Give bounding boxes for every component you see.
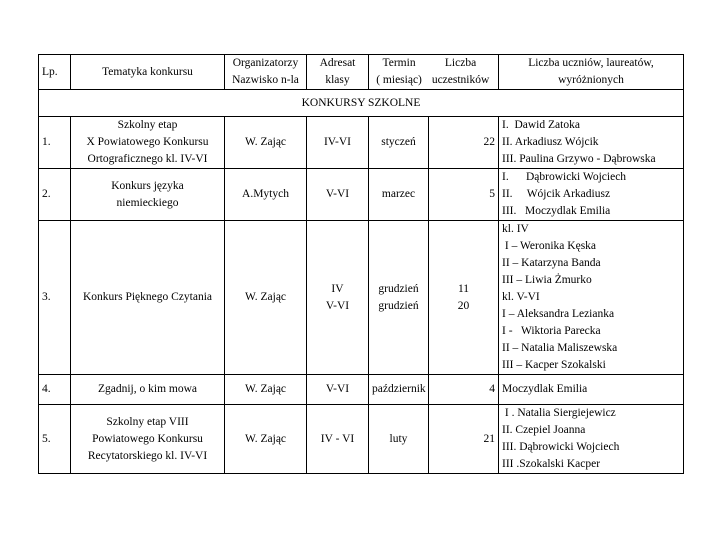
row-audience-line: V-VI — [325, 188, 350, 200]
row-count — [429, 169, 499, 221]
row-count — [429, 405, 499, 474]
row-winners — [499, 405, 684, 474]
header-date-count: Termin ( miesiąc) Liczba uczestników — [369, 55, 499, 90]
row-topic-line: Powiatowego Konkursu — [92, 432, 203, 445]
row-winners — [499, 221, 684, 375]
competitions-table — [38, 54, 684, 474]
row-date-line: grudzień — [378, 299, 419, 312]
row-winners-line: III. Dąbrowicki Wojciech — [502, 441, 620, 453]
row-topic-line: Szkolny etap — [117, 119, 178, 131]
row-topic-line: niemieckiego — [116, 196, 179, 209]
row-winners-line: III – Liwia Żmurko — [502, 274, 592, 286]
header-organizer: Organizatorzy Nazwisko n-la — [225, 55, 307, 90]
section-title: KONKURSY SZKOLNE — [39, 90, 684, 117]
row-winners — [499, 375, 684, 405]
section-row — [39, 90, 684, 117]
row-count-line: 21 — [483, 432, 495, 445]
row-count-line: 11 — [457, 282, 470, 295]
row-winners-line: I - Wiktoria Parecka — [502, 325, 601, 337]
row-number: 3. — [39, 221, 71, 375]
header-winners: Liczba uczniów, laureatów, wyróżnionych — [499, 55, 684, 90]
row-date — [369, 169, 429, 221]
row-audience-line: IV-VI — [323, 136, 352, 148]
row-date — [369, 405, 429, 474]
row-number: 4. — [39, 375, 71, 405]
row-winners-line: II – Katarzyna Banda — [502, 257, 601, 269]
row-audience — [307, 169, 369, 221]
row-audience-line: IV - VI — [320, 432, 355, 445]
row-winners-line: II – Natalia Maliszewska — [502, 342, 618, 354]
row-date-line: październik — [372, 383, 426, 395]
row-topic — [71, 405, 225, 474]
row-audience-line: V-VI — [325, 383, 350, 395]
row-winners-line: I. Dawid Zatoka — [502, 119, 580, 131]
row-number: 2. — [39, 169, 71, 221]
row-winners-line: I. Dąbrowicki Wojciech — [502, 171, 627, 183]
row-winners-line: II. Wójcik Arkadiusz — [502, 188, 611, 200]
row-date — [369, 117, 429, 169]
row-count — [429, 221, 499, 375]
row-winners-line: II. Arkadiusz Wójcik — [502, 136, 599, 148]
table-row — [39, 169, 684, 221]
row-topic-line: Ortograficznego kl. IV-VI — [87, 153, 208, 165]
row-organizer: W. Zając — [225, 117, 307, 169]
row-audience-line: V-VI — [325, 299, 350, 312]
row-audience — [307, 117, 369, 169]
row-organizer: W. Zając — [225, 375, 307, 405]
row-topic — [71, 375, 225, 405]
row-organizer: A.Mytych — [225, 169, 307, 221]
row-audience-line: IV — [331, 282, 344, 295]
row-winners-line: III. Moczydlak Emilia — [502, 205, 611, 217]
row-count-line: 5 — [489, 188, 495, 200]
row-date — [369, 375, 429, 405]
header-audience: Adresat klasy — [307, 55, 369, 90]
row-number: 1. — [39, 117, 71, 169]
table-row — [39, 117, 684, 169]
row-number: 5. — [39, 405, 71, 474]
row-topic-line: X Powiatowego Konkursu — [86, 136, 209, 148]
row-topic — [71, 117, 225, 169]
row-date-line: luty — [389, 432, 408, 445]
row-date-line: grudzień — [378, 282, 419, 295]
row-count — [429, 117, 499, 169]
row-winners — [499, 117, 684, 169]
row-topic-line: Konkurs Pięknego Czytania — [82, 291, 213, 303]
row-topic-line: Recytatorskiego kl. IV-VI — [87, 449, 208, 462]
row-audience — [307, 405, 369, 474]
table-row — [39, 375, 684, 405]
header-topic: Tematyka konkursu — [71, 55, 225, 90]
row-date-line: styczeń — [381, 136, 416, 148]
row-winners-line: III. Paulina Grzywo - Dąbrowska — [502, 153, 656, 165]
row-winners-line: I – Weronika Kęska — [502, 240, 597, 252]
row-date — [369, 221, 429, 375]
row-audience — [307, 375, 369, 405]
table-row — [39, 405, 684, 474]
row-winners-line: kl. V-VI — [502, 291, 540, 303]
row-topic-line: Zgadnij, o kim mowa — [97, 383, 197, 395]
row-topic — [71, 221, 225, 375]
row-winners-line: II. Czepiel Joanna — [502, 424, 586, 436]
header-lp: Lp. — [39, 55, 71, 90]
row-count — [429, 375, 499, 405]
row-date-line: marzec — [381, 188, 416, 200]
row-organizer: W. Zając — [225, 221, 307, 375]
row-winners-line: I – Aleksandra Lezianka — [502, 308, 615, 320]
row-audience — [307, 221, 369, 375]
row-organizer: W. Zając — [225, 405, 307, 474]
row-winners-line: III .Szokalski Kacper — [502, 458, 601, 470]
row-winners-line: III – Kacper Szokalski — [502, 359, 606, 371]
row-topic — [71, 169, 225, 221]
table-row — [39, 221, 684, 375]
row-winners-line: I . Natalia Siergiejewicz — [502, 407, 616, 419]
header-row — [39, 55, 684, 90]
row-winners-line: Moczydlak Emilia — [502, 383, 588, 395]
row-count-line: 4 — [489, 383, 495, 395]
row-count-line: 22 — [483, 136, 495, 148]
row-topic-line: Konkurs języka — [111, 179, 184, 192]
row-count-line: 20 — [457, 299, 470, 312]
row-topic-line: Szkolny etap VIII — [106, 415, 189, 428]
row-winners-line: kl. IV — [502, 223, 529, 235]
row-winners — [499, 169, 684, 221]
